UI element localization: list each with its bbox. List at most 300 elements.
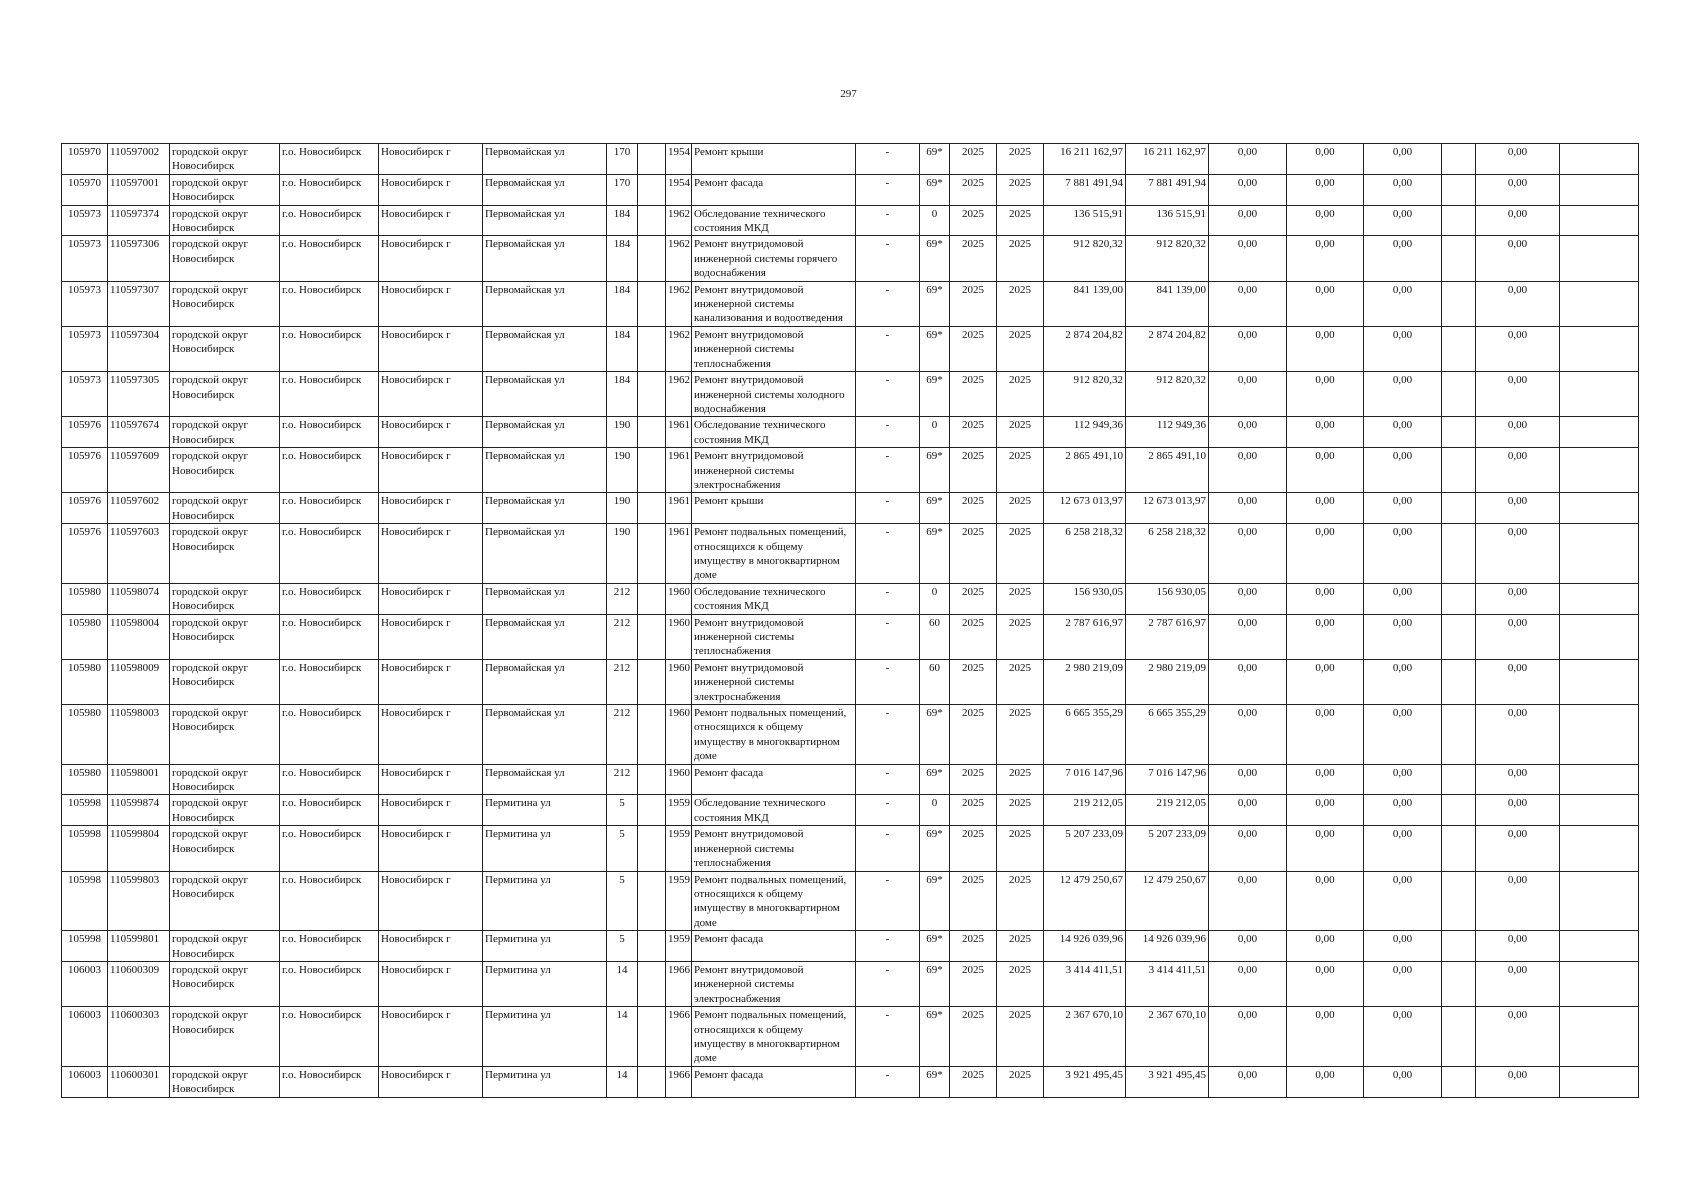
cell-year-start: 2025: [950, 764, 997, 795]
cell-year-start: 2025: [950, 1007, 997, 1067]
cell-year-end: 2025: [997, 205, 1044, 236]
cell-id: 106003: [62, 1007, 108, 1067]
cell-okrug: городской округ Новосибирск: [170, 417, 280, 448]
cell-sum-total: 5 207 233,09: [1044, 826, 1126, 871]
cell-house: 184: [607, 281, 638, 326]
cell-okrug: городской округ Новосибирск: [170, 614, 280, 659]
cell-zero-1: 0,00: [1209, 448, 1287, 493]
cell-street: Первомайская ул: [483, 372, 607, 417]
cell-blank-2: [1442, 372, 1476, 417]
cell-zero-3: 0,00: [1364, 417, 1442, 448]
cell-code: 110599874: [108, 795, 170, 826]
cell-zero-3: 0,00: [1364, 705, 1442, 765]
cell-zero-1: 0,00: [1209, 795, 1287, 826]
cell-street: Первомайская ул: [483, 417, 607, 448]
cell-id: 105980: [62, 764, 108, 795]
cell-city: Новосибирск г: [379, 931, 483, 962]
cell-id: 106003: [62, 1066, 108, 1097]
cell-id: 105973: [62, 236, 108, 281]
cell-id: 105980: [62, 705, 108, 765]
cell-code: 110597002: [108, 144, 170, 175]
cell-zero-1: 0,00: [1209, 764, 1287, 795]
cell-dash: -: [856, 583, 920, 614]
cell-zero-1: 0,00: [1209, 236, 1287, 281]
cell-okrug: городской округ Новосибирск: [170, 524, 280, 584]
cell-okrug: городской округ Новосибирск: [170, 281, 280, 326]
cell-work: Обследование технического состояния МКД: [692, 417, 856, 448]
cell-year-end: 2025: [997, 236, 1044, 281]
cell-id: 105973: [62, 326, 108, 371]
cell-year: 1954: [666, 144, 692, 175]
cell-zero-4: 0,00: [1476, 705, 1560, 765]
cell-percent: 69*: [920, 524, 950, 584]
cell-blank: [638, 326, 666, 371]
cell-sum-total: 2 874 204,82: [1044, 326, 1126, 371]
cell-okrug: городской округ Новосибирск: [170, 236, 280, 281]
cell-blank: [638, 524, 666, 584]
cell-sum-fund: 136 515,91: [1126, 205, 1209, 236]
cell-zero-2: 0,00: [1287, 961, 1364, 1006]
cell-street: Первомайская ул: [483, 583, 607, 614]
cell-sum-fund: 2 874 204,82: [1126, 326, 1209, 371]
cell-sum-fund: 3 921 495,45: [1126, 1066, 1209, 1097]
cell-zero-1: 0,00: [1209, 524, 1287, 584]
cell-code: 110600303: [108, 1007, 170, 1067]
cell-year: 1961: [666, 417, 692, 448]
cell-go: г.о. Новосибирск: [280, 705, 379, 765]
cell-blank-2: [1442, 659, 1476, 704]
cell-percent: 0: [920, 205, 950, 236]
cell-year-end: 2025: [997, 326, 1044, 371]
cell-zero-4: 0,00: [1476, 826, 1560, 871]
cell-zero-2: 0,00: [1287, 281, 1364, 326]
cell-city: Новосибирск г: [379, 448, 483, 493]
cell-zero-2: 0,00: [1287, 372, 1364, 417]
cell-house: 14: [607, 1007, 638, 1067]
cell-blank: [638, 281, 666, 326]
cell-zero-2: 0,00: [1287, 417, 1364, 448]
cell-zero-2: 0,00: [1287, 144, 1364, 175]
cell-zero-3: 0,00: [1364, 659, 1442, 704]
cell-okrug: городской округ Новосибирск: [170, 448, 280, 493]
cell-house: 170: [607, 144, 638, 175]
cell-zero-3: 0,00: [1364, 144, 1442, 175]
table-row: [62, 493, 1639, 524]
cell-sum-total: 7 881 491,94: [1044, 174, 1126, 205]
cell-id: 105998: [62, 826, 108, 871]
cell-year-start: 2025: [950, 372, 997, 417]
cell-blank-2: [1442, 236, 1476, 281]
cell-work: Ремонт внутридомовой инженерной системы электроснабжения: [692, 659, 856, 704]
table-row: [62, 448, 1639, 493]
cell-city: Новосибирск г: [379, 659, 483, 704]
cell-zero-1: 0,00: [1209, 372, 1287, 417]
cell-okrug: городской округ Новосибирск: [170, 1066, 280, 1097]
cell-house: 5: [607, 826, 638, 871]
cell-okrug: городской округ Новосибирск: [170, 144, 280, 175]
cell-house: 184: [607, 372, 638, 417]
cell-go: г.о. Новосибирск: [280, 372, 379, 417]
cell-blank: [638, 174, 666, 205]
repair-program-table: [61, 143, 1639, 1098]
cell-house: 14: [607, 961, 638, 1006]
cell-sum-total: 2 367 670,10: [1044, 1007, 1126, 1067]
cell-dash: -: [856, 1066, 920, 1097]
cell-year: 1962: [666, 326, 692, 371]
cell-code: 110600309: [108, 961, 170, 1006]
cell-zero-1: 0,00: [1209, 583, 1287, 614]
cell-work: Обследование технического состояния МКД: [692, 795, 856, 826]
cell-house: 184: [607, 205, 638, 236]
cell-sum-total: 2 787 616,97: [1044, 614, 1126, 659]
cell-go: г.о. Новосибирск: [280, 931, 379, 962]
cell-street: Первомайская ул: [483, 614, 607, 659]
cell-blank-2: [1442, 493, 1476, 524]
cell-percent: 69*: [920, 961, 950, 1006]
cell-zero-3: 0,00: [1364, 448, 1442, 493]
cell-house: 184: [607, 326, 638, 371]
cell-sum-fund: 12 673 013,97: [1126, 493, 1209, 524]
cell-zero-3: 0,00: [1364, 205, 1442, 236]
cell-city: Новосибирск г: [379, 281, 483, 326]
cell-blank-2: [1442, 795, 1476, 826]
cell-id: 105976: [62, 493, 108, 524]
cell-year-end: 2025: [997, 931, 1044, 962]
cell-blank-3: [1560, 281, 1639, 326]
cell-zero-3: 0,00: [1364, 236, 1442, 281]
cell-city: Новосибирск г: [379, 614, 483, 659]
cell-blank-3: [1560, 417, 1639, 448]
cell-blank-2: [1442, 448, 1476, 493]
cell-year: 1966: [666, 1007, 692, 1067]
cell-zero-2: 0,00: [1287, 795, 1364, 826]
cell-id: 105973: [62, 372, 108, 417]
cell-dash: -: [856, 659, 920, 704]
cell-dash: -: [856, 1007, 920, 1067]
cell-work: Ремонт подвальных помещений, относящихся к общему имуществу в многоквартирном доме: [692, 871, 856, 931]
table-row: [62, 931, 1639, 962]
cell-zero-1: 0,00: [1209, 614, 1287, 659]
cell-year-start: 2025: [950, 205, 997, 236]
table-row: [62, 1007, 1639, 1067]
cell-zero-2: 0,00: [1287, 871, 1364, 931]
cell-zero-2: 0,00: [1287, 493, 1364, 524]
cell-zero-4: 0,00: [1476, 326, 1560, 371]
cell-zero-4: 0,00: [1476, 1007, 1560, 1067]
cell-year: 1962: [666, 281, 692, 326]
cell-sum-total: 16 211 162,97: [1044, 144, 1126, 175]
cell-blank: [638, 871, 666, 931]
cell-blank-2: [1442, 174, 1476, 205]
cell-zero-1: 0,00: [1209, 144, 1287, 175]
cell-go: г.о. Новосибирск: [280, 236, 379, 281]
cell-house: 5: [607, 795, 638, 826]
cell-blank-3: [1560, 524, 1639, 584]
cell-sum-total: 136 515,91: [1044, 205, 1126, 236]
cell-zero-3: 0,00: [1364, 795, 1442, 826]
cell-code: 110597306: [108, 236, 170, 281]
cell-year-start: 2025: [950, 583, 997, 614]
cell-code: 110599803: [108, 871, 170, 931]
cell-go: г.о. Новосибирск: [280, 493, 379, 524]
cell-dash: -: [856, 417, 920, 448]
cell-blank: [638, 372, 666, 417]
cell-work: Ремонт крыши: [692, 144, 856, 175]
cell-zero-1: 0,00: [1209, 417, 1287, 448]
cell-house: 212: [607, 659, 638, 704]
cell-go: г.о. Новосибирск: [280, 448, 379, 493]
cell-zero-1: 0,00: [1209, 659, 1287, 704]
cell-go: г.о. Новосибирск: [280, 583, 379, 614]
cell-code: 110597001: [108, 174, 170, 205]
cell-house: 14: [607, 1066, 638, 1097]
cell-go: г.о. Новосибирск: [280, 205, 379, 236]
cell-sum-fund: 156 930,05: [1126, 583, 1209, 614]
cell-year-end: 2025: [997, 417, 1044, 448]
table-row: [62, 174, 1639, 205]
cell-code: 110597602: [108, 493, 170, 524]
cell-percent: 69*: [920, 372, 950, 417]
cell-city: Новосибирск г: [379, 871, 483, 931]
cell-dash: -: [856, 448, 920, 493]
cell-zero-3: 0,00: [1364, 764, 1442, 795]
cell-zero-2: 0,00: [1287, 705, 1364, 765]
cell-street: Пермитина ул: [483, 795, 607, 826]
cell-work: Ремонт внутридомовой инженерной системы холодного водоснабжения: [692, 372, 856, 417]
cell-house: 190: [607, 524, 638, 584]
cell-blank-2: [1442, 1007, 1476, 1067]
cell-blank-3: [1560, 614, 1639, 659]
cell-year: 1959: [666, 871, 692, 931]
cell-blank: [638, 144, 666, 175]
cell-sum-fund: 219 212,05: [1126, 795, 1209, 826]
cell-zero-3: 0,00: [1364, 931, 1442, 962]
cell-sum-total: 6 258 218,32: [1044, 524, 1126, 584]
cell-zero-1: 0,00: [1209, 705, 1287, 765]
cell-sum-total: 2 865 491,10: [1044, 448, 1126, 493]
cell-zero-4: 0,00: [1476, 281, 1560, 326]
cell-dash: -: [856, 281, 920, 326]
cell-zero-1: 0,00: [1209, 1066, 1287, 1097]
page-number: 297: [840, 88, 857, 100]
cell-city: Новосибирск г: [379, 372, 483, 417]
cell-zero-3: 0,00: [1364, 583, 1442, 614]
cell-street: Первомайская ул: [483, 236, 607, 281]
cell-dash: -: [856, 205, 920, 236]
cell-zero-3: 0,00: [1364, 871, 1442, 931]
cell-city: Новосибирск г: [379, 326, 483, 371]
cell-go: г.о. Новосибирск: [280, 961, 379, 1006]
table-row: [62, 417, 1639, 448]
cell-year: 1960: [666, 659, 692, 704]
cell-year-end: 2025: [997, 1007, 1044, 1067]
cell-okrug: городской округ Новосибирск: [170, 931, 280, 962]
cell-percent: 69*: [920, 493, 950, 524]
cell-dash: -: [856, 524, 920, 584]
cell-house: 190: [607, 417, 638, 448]
cell-year: 1961: [666, 493, 692, 524]
cell-sum-fund: 5 207 233,09: [1126, 826, 1209, 871]
cell-blank-2: [1442, 871, 1476, 931]
cell-work: Ремонт внутридомовой инженерной системы горячего водоснабжения: [692, 236, 856, 281]
cell-zero-4: 0,00: [1476, 961, 1560, 1006]
cell-year: 1954: [666, 174, 692, 205]
cell-work: Ремонт внутридомовой инженерной системы электроснабжения: [692, 448, 856, 493]
cell-sum-fund: 841 139,00: [1126, 281, 1209, 326]
cell-blank-3: [1560, 659, 1639, 704]
cell-zero-4: 0,00: [1476, 493, 1560, 524]
cell-city: Новосибирск г: [379, 236, 483, 281]
cell-street: Первомайская ул: [483, 705, 607, 765]
cell-year-start: 2025: [950, 795, 997, 826]
cell-percent: 69*: [920, 1066, 950, 1097]
cell-sum-total: 156 930,05: [1044, 583, 1126, 614]
cell-sum-total: 12 673 013,97: [1044, 493, 1126, 524]
cell-zero-2: 0,00: [1287, 764, 1364, 795]
cell-year-end: 2025: [997, 764, 1044, 795]
cell-blank: [638, 659, 666, 704]
cell-percent: 69*: [920, 174, 950, 205]
table-row: [62, 826, 1639, 871]
cell-year: 1959: [666, 931, 692, 962]
cell-blank-3: [1560, 205, 1639, 236]
cell-blank-3: [1560, 961, 1639, 1006]
cell-house: 5: [607, 931, 638, 962]
cell-year-start: 2025: [950, 524, 997, 584]
table-row: [62, 871, 1639, 931]
cell-sum-total: 3 921 495,45: [1044, 1066, 1126, 1097]
cell-percent: 69*: [920, 1007, 950, 1067]
cell-blank-3: [1560, 826, 1639, 871]
cell-street: Первомайская ул: [483, 281, 607, 326]
cell-sum-fund: 12 479 250,67: [1126, 871, 1209, 931]
cell-go: г.о. Новосибирск: [280, 417, 379, 448]
cell-blank-3: [1560, 1066, 1639, 1097]
cell-work: Обследование технического состояния МКД: [692, 583, 856, 614]
cell-year: 1960: [666, 614, 692, 659]
cell-sum-total: 912 820,32: [1044, 236, 1126, 281]
cell-house: 170: [607, 174, 638, 205]
cell-blank: [638, 961, 666, 1006]
cell-dash: -: [856, 931, 920, 962]
cell-blank-3: [1560, 372, 1639, 417]
cell-year-start: 2025: [950, 493, 997, 524]
cell-zero-3: 0,00: [1364, 614, 1442, 659]
cell-blank-2: [1442, 524, 1476, 584]
cell-dash: -: [856, 144, 920, 175]
table-row: [62, 795, 1639, 826]
cell-sum-total: 3 414 411,51: [1044, 961, 1126, 1006]
cell-go: г.о. Новосибирск: [280, 826, 379, 871]
cell-blank-3: [1560, 174, 1639, 205]
cell-street: Первомайская ул: [483, 326, 607, 371]
cell-blank: [638, 1007, 666, 1067]
cell-street: Пермитина ул: [483, 931, 607, 962]
cell-blank-2: [1442, 281, 1476, 326]
cell-zero-3: 0,00: [1364, 326, 1442, 371]
cell-zero-3: 0,00: [1364, 524, 1442, 584]
cell-zero-1: 0,00: [1209, 871, 1287, 931]
cell-blank: [638, 705, 666, 765]
cell-go: г.о. Новосибирск: [280, 174, 379, 205]
cell-id: 105973: [62, 281, 108, 326]
cell-dash: -: [856, 493, 920, 524]
cell-go: г.о. Новосибирск: [280, 659, 379, 704]
cell-zero-3: 0,00: [1364, 493, 1442, 524]
cell-year-start: 2025: [950, 931, 997, 962]
cell-sum-fund: 112 949,36: [1126, 417, 1209, 448]
cell-blank-2: [1442, 144, 1476, 175]
cell-blank: [638, 614, 666, 659]
cell-work: Ремонт подвальных помещений, относящихся к общему имуществу в многоквартирном доме: [692, 524, 856, 584]
cell-sum-fund: 912 820,32: [1126, 372, 1209, 417]
cell-year: 1966: [666, 961, 692, 1006]
table-row: [62, 961, 1639, 1006]
cell-go: г.о. Новосибирск: [280, 614, 379, 659]
cell-work: Ремонт внутридомовой инженерной системы теплоснабжения: [692, 826, 856, 871]
cell-zero-4: 0,00: [1476, 372, 1560, 417]
cell-okrug: городской округ Новосибирск: [170, 871, 280, 931]
cell-id: 105998: [62, 931, 108, 962]
cell-go: г.о. Новосибирск: [280, 281, 379, 326]
cell-code: 110598004: [108, 614, 170, 659]
cell-zero-2: 0,00: [1287, 236, 1364, 281]
cell-sum-fund: 6 665 355,29: [1126, 705, 1209, 765]
cell-okrug: городской округ Новосибирск: [170, 372, 280, 417]
cell-year: 1960: [666, 764, 692, 795]
cell-street: Первомайская ул: [483, 174, 607, 205]
cell-okrug: городской округ Новосибирск: [170, 961, 280, 1006]
cell-zero-4: 0,00: [1476, 659, 1560, 704]
cell-percent: 60: [920, 614, 950, 659]
cell-blank-2: [1442, 961, 1476, 1006]
cell-blank-2: [1442, 583, 1476, 614]
cell-dash: -: [856, 236, 920, 281]
cell-zero-1: 0,00: [1209, 174, 1287, 205]
cell-sum-total: 841 139,00: [1044, 281, 1126, 326]
cell-work: Обследование технического состояния МКД: [692, 205, 856, 236]
cell-city: Новосибирск г: [379, 961, 483, 1006]
cell-sum-fund: 2 865 491,10: [1126, 448, 1209, 493]
cell-okrug: городской округ Новосибирск: [170, 205, 280, 236]
cell-percent: 69*: [920, 764, 950, 795]
cell-blank-3: [1560, 795, 1639, 826]
cell-okrug: городской округ Новосибирск: [170, 705, 280, 765]
cell-zero-1: 0,00: [1209, 961, 1287, 1006]
cell-blank: [638, 236, 666, 281]
cell-dash: -: [856, 614, 920, 659]
cell-year-start: 2025: [950, 614, 997, 659]
table-row: [62, 583, 1639, 614]
cell-year-end: 2025: [997, 372, 1044, 417]
cell-blank-3: [1560, 326, 1639, 371]
cell-zero-4: 0,00: [1476, 871, 1560, 931]
cell-work: Ремонт фасада: [692, 174, 856, 205]
cell-year-end: 2025: [997, 583, 1044, 614]
cell-zero-4: 0,00: [1476, 931, 1560, 962]
cell-year-start: 2025: [950, 448, 997, 493]
cell-blank-2: [1442, 614, 1476, 659]
cell-blank: [638, 205, 666, 236]
cell-code: 110597305: [108, 372, 170, 417]
cell-year-end: 2025: [997, 705, 1044, 765]
cell-okrug: городской округ Новосибирск: [170, 795, 280, 826]
cell-id: 105980: [62, 659, 108, 704]
cell-blank-3: [1560, 448, 1639, 493]
cell-street: Пермитина ул: [483, 871, 607, 931]
cell-zero-2: 0,00: [1287, 205, 1364, 236]
cell-city: Новосибирск г: [379, 705, 483, 765]
